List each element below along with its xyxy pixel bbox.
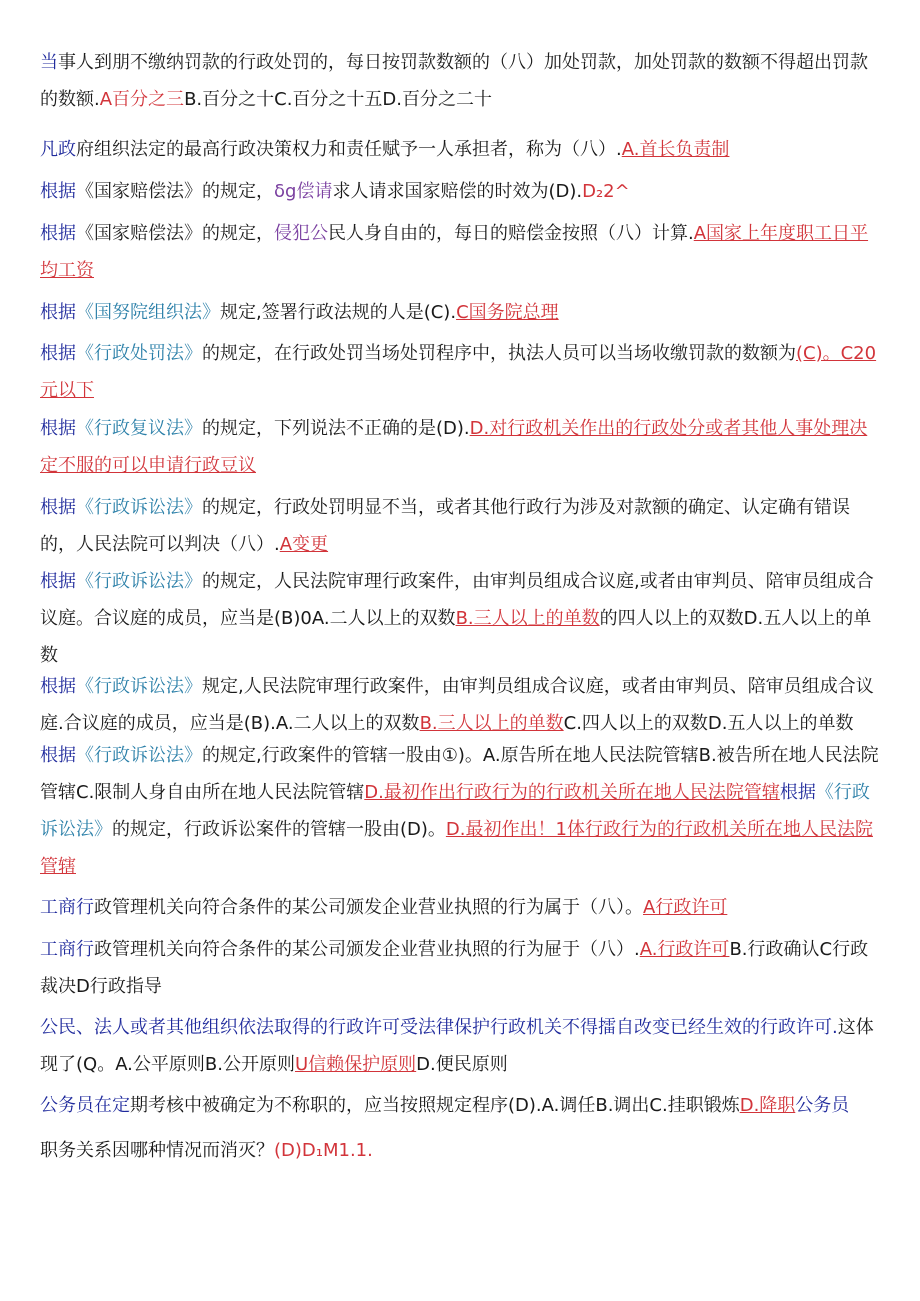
question-text: 根据	[40, 745, 76, 766]
question-text: 《行政诉讼法》	[40, 782, 870, 840]
answer-text: A变更	[279, 534, 329, 555]
question-text: 当	[40, 52, 58, 73]
question-text: 根据	[40, 302, 76, 323]
question-text: 根据	[40, 676, 76, 697]
question-text: 的规定,行政案件的管辖一股由①)。A.原告所在地人民法院管辖B.被告所在地人民法院管辖C.限制人身自由所在地人民法院管辖	[40, 745, 879, 803]
question-court-judgment-change	[40, 489, 882, 563]
question-text: δg偿请	[274, 181, 333, 202]
question-text: 公民、法人或者其他组织依法取得的行政许可受法律保护行政机关不得擂自改变已经生效的行政许可.	[40, 1017, 838, 1038]
answer-text: D₂2^	[582, 181, 630, 202]
question-late-payment-penalty	[40, 44, 882, 118]
question-text: D.便民原则	[416, 1054, 508, 1075]
question-text: 的四人以上的双数D.五人以上的单数	[40, 608, 872, 666]
answer-text: B.三人以上的单数	[419, 713, 564, 734]
answer-text: A百分之三	[99, 89, 185, 110]
question-civil-servant-termination	[40, 1132, 882, 1169]
question-text: 的规定，人民法院审理行政案件，由审判员组成合议庭,或者由审判员、陪审员组成合议庭。合议庭的成员，应当是(B)0A.二人以上的双数	[40, 571, 874, 629]
answer-text: C国务院总理	[456, 302, 559, 323]
answer-text: B.三人以上的单数	[455, 608, 600, 629]
question-text: 政管理机关向符合条件的某公司颁发企业营业执照的行为屉于（八）.	[94, 939, 640, 960]
answer-text: D.对行政机关作出的行政处分或者其他人事处理决定不服的可以申请行政豆议	[40, 418, 868, 476]
question-collegial-panel-1	[40, 563, 882, 674]
question-text: 《行政诉讼法》	[76, 571, 202, 592]
question-text: 《行政复议法》	[76, 418, 202, 439]
question-text: 的规定，行政诉讼案件的管辖一股由(D)。	[112, 819, 446, 840]
question-text: 期考核中被确定为不称职的，应当按照规定程序(D).A.调任B.调出C.挂职锻炼	[130, 1095, 740, 1116]
question-text: 根据	[779, 782, 816, 803]
question-text: 《国家赔偿法》的规定，	[76, 223, 274, 244]
question-text: 根据	[40, 223, 76, 244]
question-text: 根据	[40, 343, 76, 364]
answer-text: (C)。C20元以下	[40, 343, 877, 401]
question-text: 根据	[40, 181, 76, 202]
question-sign-regulations	[40, 294, 882, 331]
question-text: 的规定，行政处罚明显不当，或者其他行政行为涉及对款额的确定、认定确有错误的，人民法院可以判决（八）.	[40, 497, 850, 555]
question-text: 求人请求国家赔偿的时效为(D).	[332, 181, 583, 202]
question-text: 这体现了(Q。A.公平原则B.公开原则	[40, 1017, 874, 1075]
question-text: 公务员在定	[40, 1095, 130, 1116]
question-text: 《国家赔偿法》的规定，	[76, 181, 274, 202]
question-text: 根据	[40, 571, 76, 592]
answer-text: A行政许可	[643, 897, 728, 918]
question-jurisdiction	[40, 737, 882, 885]
question-reconsideration-law	[40, 410, 882, 484]
question-text: 的规定，下列说法不正确的是(D).	[202, 418, 470, 439]
answer-text: D.最初作出！1体行政行为的行政机关所在地人民法院管辖	[40, 819, 873, 877]
question-text: 工商行	[40, 897, 94, 918]
question-text: 《国努院组织法》	[76, 302, 220, 323]
answer-text: D.最初作出行政行为的行政机关所在地人民法院管辖	[364, 782, 780, 803]
question-text: 公务员	[795, 1095, 850, 1116]
question-text: 《行政诉讼法》	[76, 497, 202, 518]
question-daily-compensation	[40, 215, 882, 289]
question-text: 民人身自由的，每日的赔偿金按照（八）计算.	[328, 223, 694, 244]
question-business-license-2	[40, 931, 882, 1005]
answer-text: A.行政许可	[639, 939, 730, 960]
question-text: B.行政确认C行政裁决D行政指导	[40, 939, 869, 997]
question-chief-responsibility	[40, 131, 882, 168]
question-text: 事人到朋不缴纳罚款的行政处罚的，每日按罚款数额的（八）加处罚款，加处罚款的数额不得超出罚款的数额.	[40, 52, 868, 110]
question-trust-protection	[40, 1009, 882, 1083]
question-text: 根据	[40, 418, 76, 439]
question-text: 府组织法定的最高行政决策权力和责任赋予一人承担者，称为（八）.	[76, 139, 622, 160]
question-text: 工商行	[40, 939, 94, 960]
question-text: 根据	[40, 497, 76, 518]
question-text: 职务关系因哪种情况而消灭？	[40, 1140, 274, 1161]
question-on-site-fine	[40, 335, 882, 409]
answer-text: A国家上年度职工日平均工资	[40, 223, 869, 281]
question-text: 《行政诉讼法》	[76, 676, 202, 697]
answer-text: (D)D₁M1.1.	[274, 1140, 373, 1161]
question-text: 《行政处罚法》	[76, 343, 202, 364]
question-text: 的规定，在行政处罚当场处罚程序中，执法人员可以当场收缴罚款的数额为	[202, 343, 796, 364]
question-civil-servant-demotion	[40, 1087, 882, 1124]
question-compensation-time-limit	[40, 173, 882, 210]
question-text: 政管理机关向符合条件的某公司颁发企业营业执照的行为属于（八）。	[94, 897, 643, 918]
answer-text: A.首长负责制	[621, 139, 730, 160]
question-text: 《行政诉讼法》	[76, 745, 202, 766]
question-text: C.四人以上的双数D.五人以上的单数	[563, 713, 854, 734]
question-text: 凡政	[40, 139, 76, 160]
question-collegial-panel-2	[40, 668, 882, 742]
question-text: B.百分之十C.百分之十五D.百分之二十	[184, 89, 493, 110]
answer-text: U信赖保护原则	[294, 1054, 417, 1075]
question-text: 侵犯公	[274, 223, 328, 244]
answer-text: D.降职	[739, 1095, 796, 1116]
question-text: 规定,人民法院审理行政案件，由审判员组成合议庭，或者由审判员、陪审员组成合议庭.合议庭的成员，应当是(B).A.二人以上的双数	[40, 676, 874, 734]
question-text: 规定,签署行政法规的人是(C).	[220, 302, 457, 323]
question-business-license-1	[40, 889, 882, 926]
